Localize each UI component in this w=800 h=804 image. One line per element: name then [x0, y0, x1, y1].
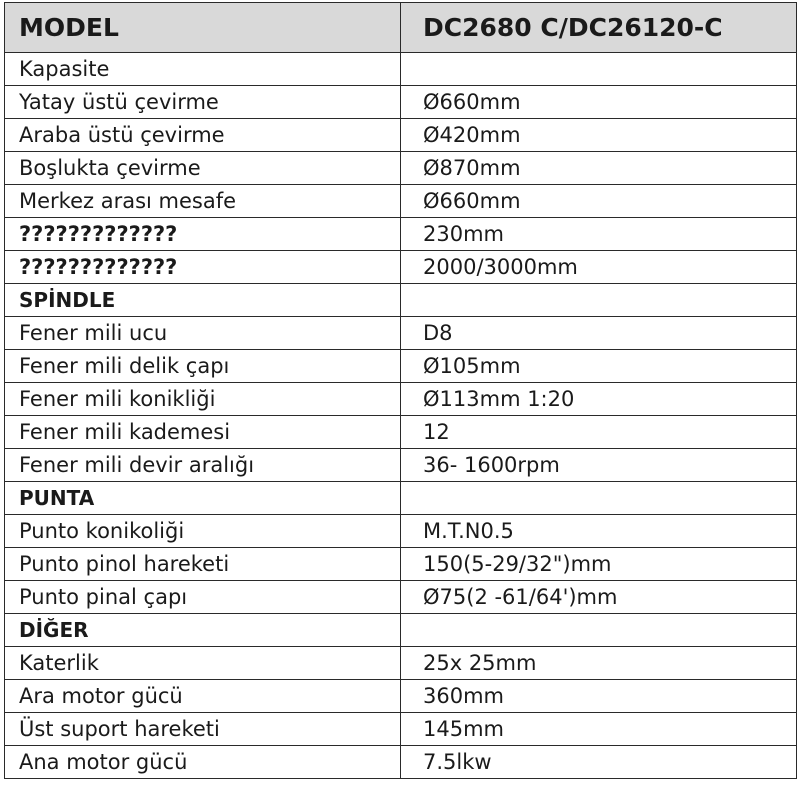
spec-value: 230mm	[401, 218, 797, 251]
table-row	[5, 383, 797, 416]
spec-label: ?????????????	[5, 218, 401, 251]
model-value: DC2680 C/DC26120-C	[401, 3, 797, 53]
spec-value	[401, 53, 797, 86]
table-row	[5, 647, 797, 680]
table-row	[5, 53, 797, 86]
table-row	[5, 251, 797, 284]
table-row	[5, 713, 797, 746]
spec-label: Fener mili ucu	[5, 317, 401, 350]
spec-value: 7.5lkw	[401, 746, 797, 779]
table-row	[5, 350, 797, 383]
spec-label: Katerlik	[5, 647, 401, 680]
spec-label: Punto konikoliği	[5, 515, 401, 548]
spec-label: Araba üstü çevirme	[5, 119, 401, 152]
table-row	[5, 746, 797, 779]
spec-label: ?????????????	[5, 251, 401, 284]
table-row	[5, 416, 797, 449]
spec-table-body	[5, 53, 797, 779]
spec-label: Fener mili konikliği	[5, 383, 401, 416]
spec-label: Kapasite	[5, 53, 401, 86]
table-row	[5, 152, 797, 185]
spec-value	[401, 482, 797, 515]
spec-label: Fener mili devir aralığı	[5, 449, 401, 482]
table-row	[5, 581, 797, 614]
spec-value: Ø105mm	[401, 350, 797, 383]
table-row	[5, 680, 797, 713]
table-row	[5, 515, 797, 548]
spec-value: Ø660mm	[401, 185, 797, 218]
spec-value: 2000/3000mm	[401, 251, 797, 284]
spec-table	[4, 2, 797, 779]
spec-value	[401, 284, 797, 317]
table-row	[5, 185, 797, 218]
spec-label: Üst suport hareketi	[5, 713, 401, 746]
model-label: MODEL	[5, 3, 401, 53]
spec-value: Ø75(2 -61/64')mm	[401, 581, 797, 614]
spec-label: Fener mili kademesi	[5, 416, 401, 449]
spec-value: 12	[401, 416, 797, 449]
spec-value	[401, 614, 797, 647]
spec-label: Punto pinal çapı	[5, 581, 401, 614]
spec-value: 36- 1600rpm	[401, 449, 797, 482]
spec-value: M.T.N0.5	[401, 515, 797, 548]
table-row	[5, 218, 797, 251]
section-title: DİĞER	[5, 614, 401, 647]
section-row	[5, 284, 797, 317]
table-row	[5, 317, 797, 350]
spec-label: Punto pinol hareketi	[5, 548, 401, 581]
spec-value: 150(5-29/32")mm	[401, 548, 797, 581]
table-row	[5, 119, 797, 152]
table-row	[5, 449, 797, 482]
spec-value: Ø420mm	[401, 119, 797, 152]
spec-value: 145mm	[401, 713, 797, 746]
spec-label: Ana motor gücü	[5, 746, 401, 779]
spec-label: Fener mili delik çapı	[5, 350, 401, 383]
section-title: PUNTA	[5, 482, 401, 515]
spec-value: 360mm	[401, 680, 797, 713]
spec-label: Merkez arası mesafe	[5, 185, 401, 218]
table-row	[5, 548, 797, 581]
section-title: SPİNDLE	[5, 284, 401, 317]
section-row	[5, 482, 797, 515]
spec-label: Yatay üstü çevirme	[5, 86, 401, 119]
spec-label: Boşlukta çevirme	[5, 152, 401, 185]
section-row	[5, 614, 797, 647]
table-row	[5, 86, 797, 119]
spec-value: Ø660mm	[401, 86, 797, 119]
table-header-row	[5, 3, 797, 53]
spec-label: Ara motor gücü	[5, 680, 401, 713]
spec-value: Ø113mm 1:20	[401, 383, 797, 416]
spec-value: D8	[401, 317, 797, 350]
spec-value: 25x 25mm	[401, 647, 797, 680]
spec-value: Ø870mm	[401, 152, 797, 185]
